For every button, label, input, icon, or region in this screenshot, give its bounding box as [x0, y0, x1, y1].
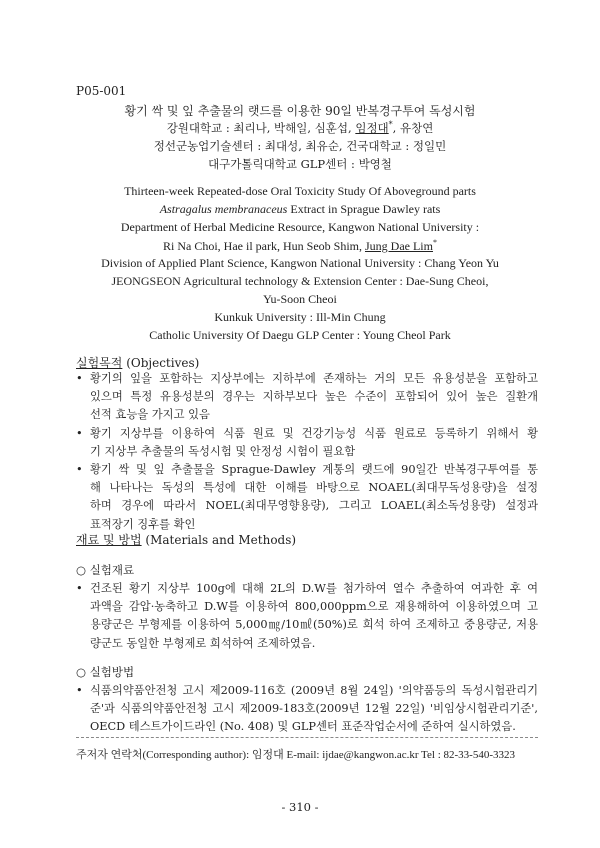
list-item [76, 425, 538, 461]
section-heading-methods: 재료 및 방법 (Materials and Methods) [76, 533, 297, 547]
bullet-icon: • [76, 426, 83, 440]
list-item-line: 식품의약품안전청 고시 제2009-116호 (2009년 8월 24일) '의약품등의 독성시험관리기 [90, 684, 538, 697]
abstract-code: P05-001 [76, 84, 127, 98]
list-item-line: 황기 지상부를 이용하여 식품 원료 및 건강기능성 식품 원료로 등록하기 위해서 황 [90, 426, 538, 440]
list-item [76, 580, 538, 653]
corresponding-author-footnote: 주저자 연락처(Corresponding author): 임정대 E-mail: ijdae@kangwon.ac.kr Tel : 82-33-540-3323 [76, 749, 515, 761]
list-item-line: 선적 효능을 가지고 있음 [90, 408, 210, 422]
list-item-line: 해 나타나는 독성의 특성에 대한 이해를 바탕으로 NOAEL(최대무독성용량)을 설정 [90, 481, 538, 495]
title-english-line1: Thirteen-week Repeated-dose Oral Toxicity Study Of Aboveground parts [124, 184, 476, 198]
affiliation-5: Catholic University Of Daegu GLP Center : Young Cheol Park [149, 328, 451, 342]
list-item [76, 461, 538, 534]
footnote-divider [76, 737, 538, 738]
list-item-line: 건조된 황기 지상부 100g에 대해 2L의 D.W를 첨가하여 열수 추출하여 여과한 후 여 [90, 582, 538, 595]
list-item-line: 황기 싹 및 잎 추출물을 Sprague-Dawley 계통의 랫드에 90일간 반복경구투여를 통 [90, 463, 538, 477]
authors-korean-line1: 강원대학교 : 최리나, 박해일, 심훈섭, 임정대*, 유창연 [166, 120, 434, 135]
authors-korean-line3: 대구가톨릭대학교 GLP센터 : 박영철 [208, 157, 392, 171]
page-number: - 310 - [281, 800, 319, 814]
section-heading-objectives: 실험목적 (Objectives) [76, 356, 200, 370]
corresponding-author-kr: 임정대 [355, 121, 389, 135]
objectives-list [76, 370, 538, 534]
list-item-line: OECD 테스트가이드라인 (No. 408) 및 GLP센터 표준작업순서에 준하여 실시하였음. [90, 720, 516, 734]
affiliation-1: Department of Herbal Medicine Resource, Kangwon National University : [120, 220, 480, 234]
bullet-icon: • [76, 582, 83, 595]
affiliation-2: Division of Applied Plant Science, Kangwon National University : Chang Yeon Yu [101, 256, 499, 270]
methods-list [76, 682, 538, 737]
subsection-materials: ○ 실험재료 [76, 563, 135, 577]
species-name: Astragalus membranaceus [159, 202, 288, 216]
list-item [76, 370, 538, 425]
authors-korean-line2: 정선군농업기술센터 : 최대성, 최유순, 건국대학교 : 정일민 [153, 139, 447, 153]
subsection-methods: ○ 실험방법 [76, 665, 135, 679]
affiliation-3-cont: Yu-Soon Cheoi [263, 292, 337, 306]
list-item-line: 황기의 잎을 포함하는 지상부에는 지하부에 존재하는 거의 모든 유용성분을 포함하고 [90, 372, 538, 385]
list-item-line: 과액을 감압·농축하고 D.W를 이용하여 800,000ppm으로 재용해하여 이용하였으며 고 [90, 600, 538, 614]
list-item-line: 준'과 식품의약품안전청 고시 제2009-183호(2009년 12월 22일) '비임상시험관리기준', [90, 702, 538, 716]
affiliation-4: Kunkuk University : Ill-Min Chung [214, 310, 386, 324]
title-korean: 황기 싹 및 잎 추출물의 랫드를 이용한 90일 반복경구투여 독성시험 [124, 104, 476, 118]
title-english-line2: Astragalus membranaceus Extract in Sprague Dawley rats [159, 202, 441, 216]
corresponding-author-en: Jung Dae Lim [364, 239, 433, 253]
list-item [76, 682, 538, 737]
bullet-icon: • [76, 463, 83, 477]
affiliation-1-authors: Ri Na Choi, Hae il park, Hun Seob Shim, Jung Dae Lim* [163, 238, 437, 253]
bullet-icon: • [76, 372, 83, 385]
list-item-line: 량군도 동일한 부형제로 희석하여 조제하였음. [90, 636, 316, 650]
list-item-line: 기 지상부 추출물의 독성시험 및 안정성 시험이 필요함 [90, 444, 356, 458]
list-item-line: 하며 경우에 따라서 NOEL(최대무영향용량), 그리고 LOAEL(최소독성용량) 설정과 [90, 499, 538, 513]
bullet-icon: • [76, 684, 83, 697]
list-item-line: 있으며 특정 유용성분의 경우는 지하부보다 높은 수준이 포함되어 있어 높은 질환개 [90, 390, 538, 404]
affiliation-3: JEONGSEON Agricultural technology & Extension Center : Dae-Sung Cheoi, [111, 274, 489, 288]
materials-list [76, 580, 538, 653]
list-item-line: 표적장기 징후를 확인 [90, 517, 196, 531]
list-item-line: 용량군은 부형제를 이용하여 5,000㎎/10㎖(50%)로 희석 하여 조제하고 중용량군, 저용 [90, 618, 538, 632]
